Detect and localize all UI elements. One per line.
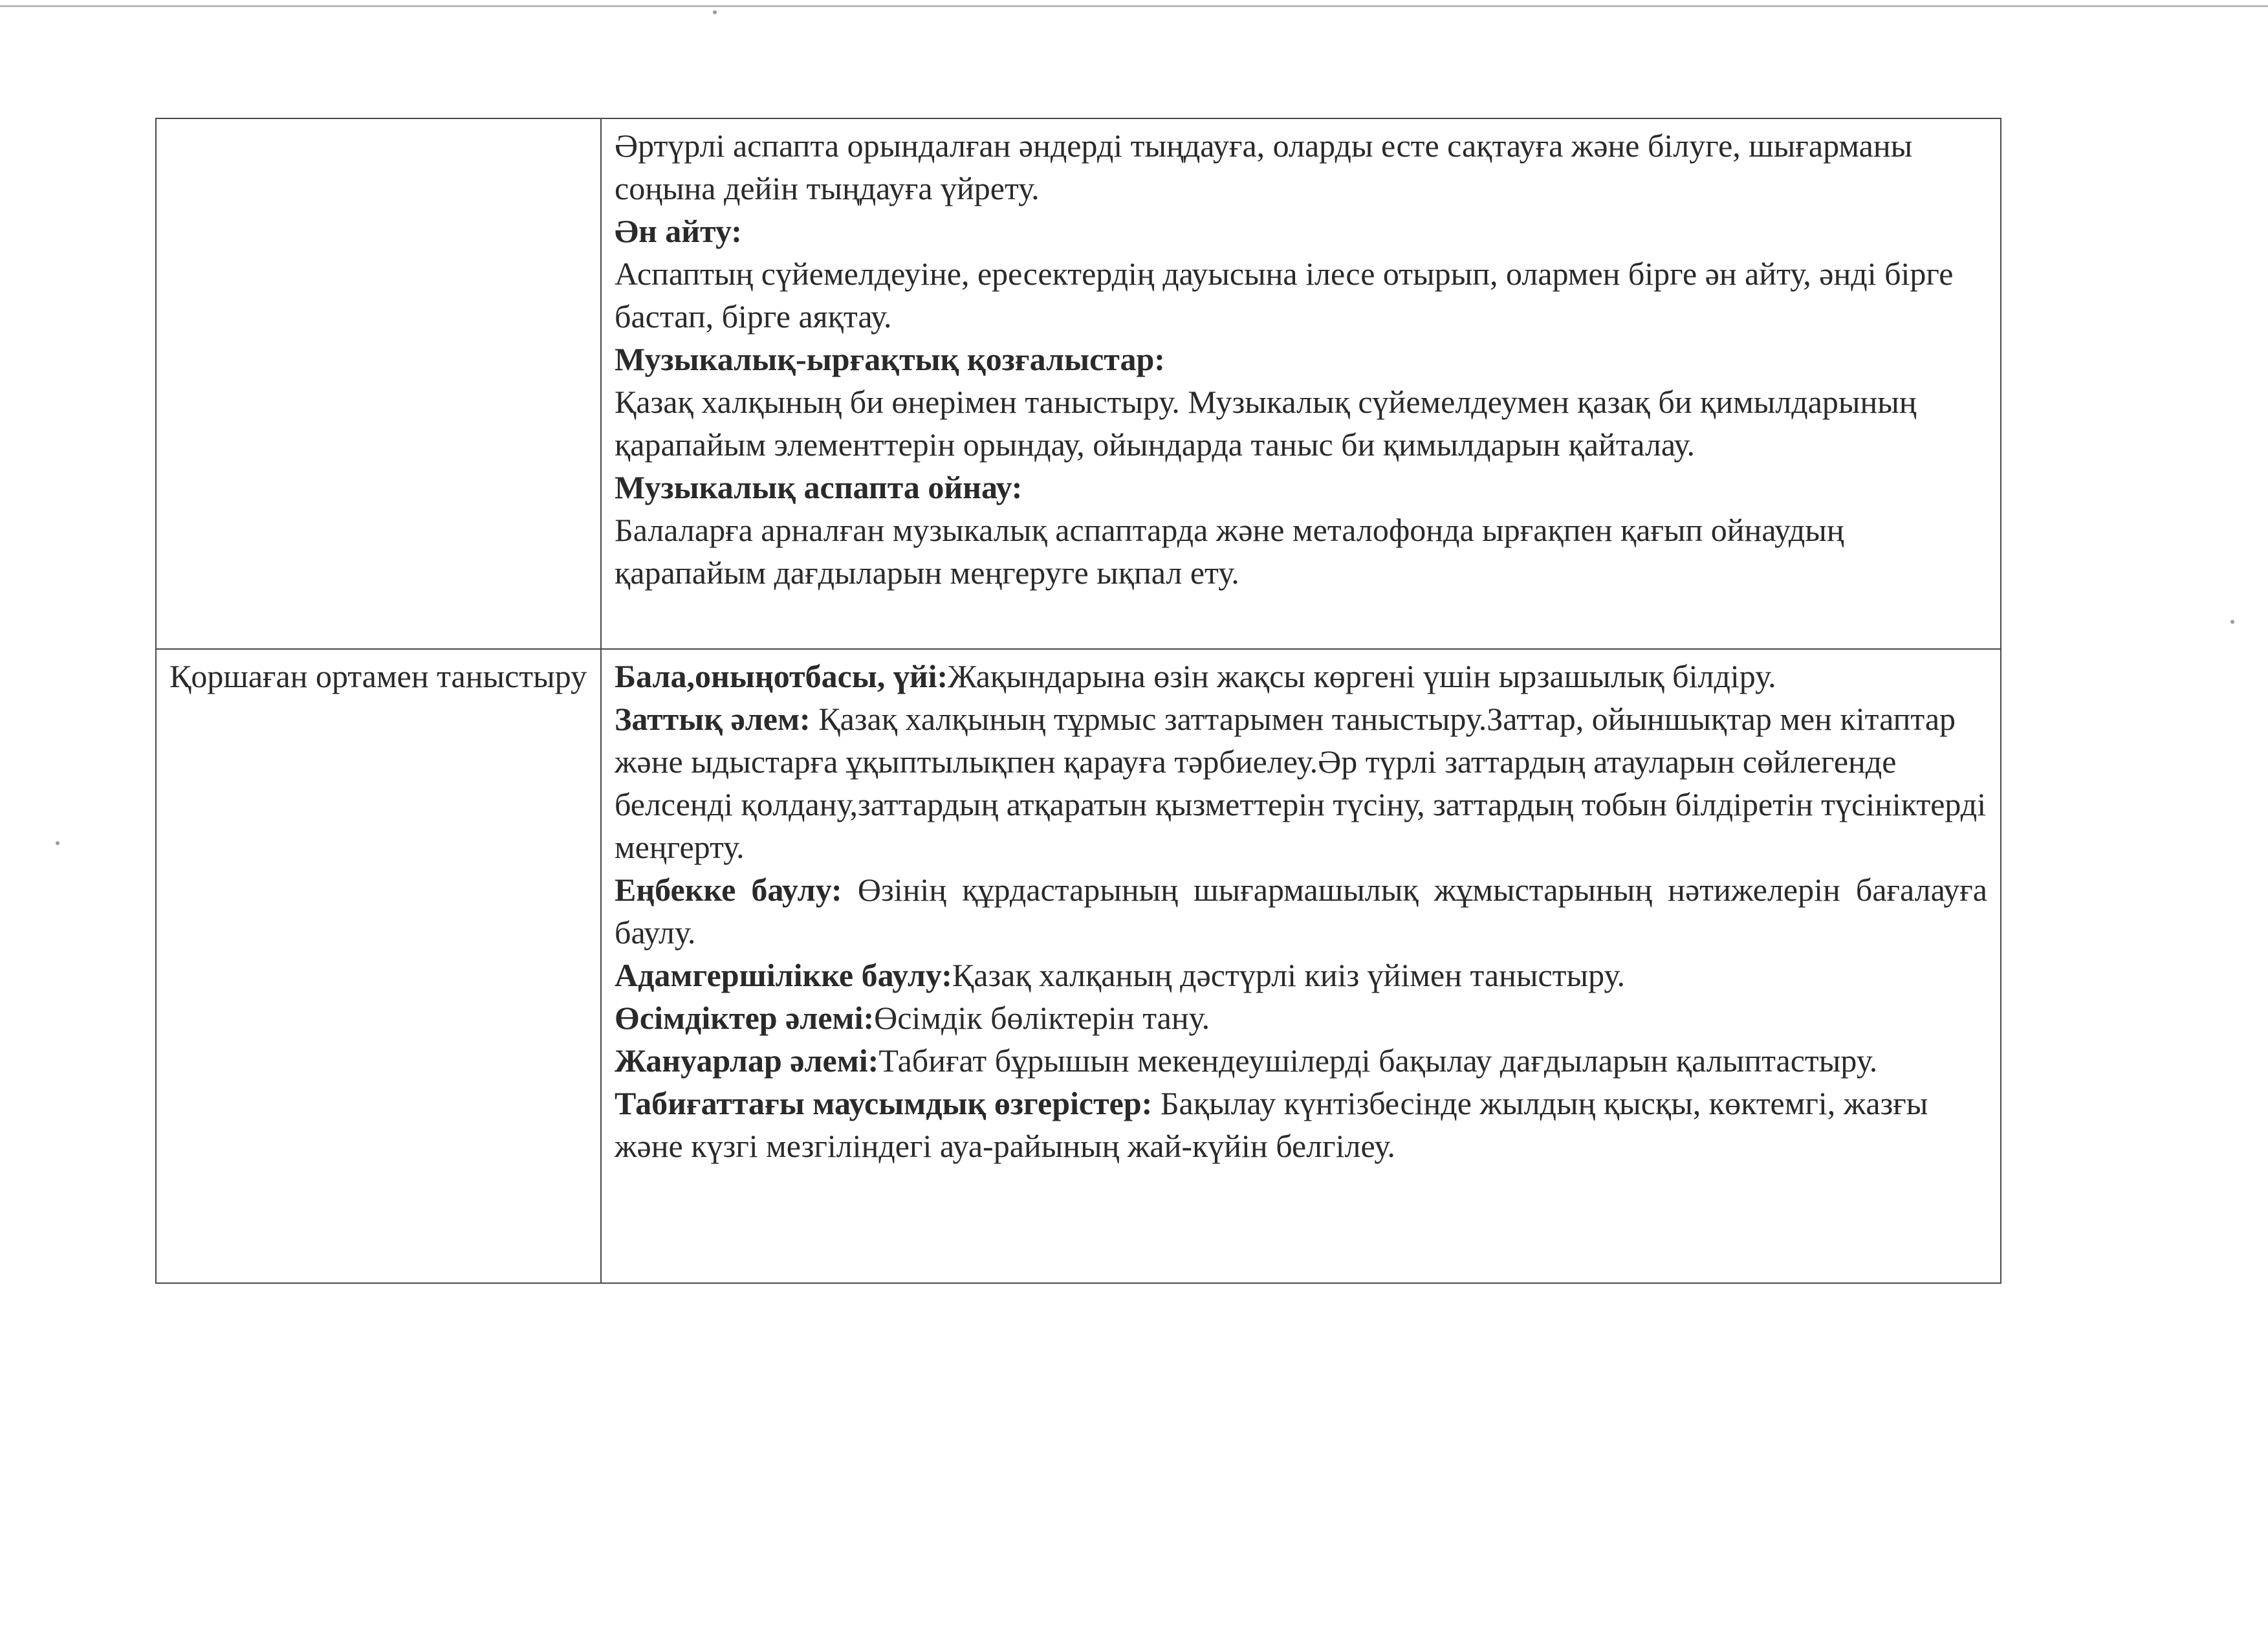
paragraph-heading: Адамгершілікке баулу:: [615, 957, 952, 993]
table-row: [156, 649, 2001, 1283]
paragraph: [615, 338, 1987, 380]
paragraph-text: Өзінің құрдастарының шығармашылық жұмыстарының нәтижелерін бағалауға баулу.: [615, 872, 1987, 951]
paragraph: [615, 1039, 1987, 1082]
table-row: [156, 118, 2001, 649]
paragraph: [615, 868, 1987, 954]
paragraph: [615, 210, 1987, 252]
paragraph: [615, 509, 1987, 594]
paragraph-heading: Ән айту:: [615, 213, 742, 249]
paragraph: [615, 466, 1987, 509]
paragraph-text: Қазақ халқының тұрмыс заттарымен таныстыру.Заттар, ойыншықтар мен кітаптар және ыдыстарға ұқыптылықпен қарауға тәрбиелеу.Әр түрлі заттардың атауларын сөйлегенде белсенді қолдану,заттардың атқаратын қызметтерін түсіну, заттардың тобын білдіретін түсініктерді меңгерту.: [615, 701, 1987, 865]
paragraph-text: Әртүрлі аспапта орындалған әндерді тыңдауға, оларды есте сақтауға және білуге, шығарманы соңына дейін тыңдауға үйрету.: [615, 127, 1913, 206]
paragraph-text: Қазақ халқаның дәстүрлі киіз үйімен таныстыру.: [952, 957, 1625, 993]
scan-speck: [56, 841, 60, 845]
paragraph-heading: Музыкалық-ырғақтық қозғалыстар:: [615, 341, 1165, 377]
paragraph-text: Өсімдік бөліктерін тану.: [874, 1000, 1210, 1036]
paragraph-text: Жақындарына өзін жақсы көргені үшін ырзашылық білдіру.: [948, 658, 1776, 694]
document-table: [155, 118, 2001, 1284]
paragraph-heading: Бала,оныңотбасы, үйі:: [615, 658, 948, 694]
paragraph-text: Табиғат бұрышын мекендеушілерді бақылау дағдыларын қалыптастыру.: [878, 1042, 1878, 1079]
paragraph: [615, 380, 1987, 466]
paragraph: [615, 124, 1987, 210]
paragraph-heading: Музыкалық аспапта ойнау:: [615, 469, 1023, 505]
left-cell: [156, 118, 601, 649]
left-cell: Қоршаған ортамен таныстыру: [156, 649, 601, 1283]
paragraph: [615, 954, 1987, 996]
paragraph: [615, 1082, 1987, 1167]
scan-speck: [713, 10, 717, 14]
paragraph-heading: Өсімдіктер әлемі:: [615, 1000, 875, 1036]
paragraph-heading: Жануарлар әлемі:: [615, 1042, 879, 1079]
paragraph-text: Қазақ халқының би өнерімен таныстыру. Музыкалық сүйемелдеумен қазақ би қимылдарының қарапайым элементтерін орындау, ойындарда таныс би қимылдарын қайталау.: [615, 384, 1917, 463]
paragraph-heading: Еңбекке баулу:: [615, 872, 842, 908]
right-cell: [601, 649, 2001, 1283]
paragraph-text: Аспаптың сүйемелдеуіне, ересектердің дауысына ілесе отырып, олармен бірге ән айту, әнді бірге бастап, бірге аяқтау.: [615, 256, 1954, 335]
paragraph: [615, 252, 1987, 338]
paragraph-heading: Заттық әлем:: [615, 701, 811, 737]
paragraph-text: Бақылау күнтізбесінде жылдың қысқы, көктемгі, жазғы және күзгі мезгіліндегі ауа-райының жай-күйін белгілеу.: [615, 1085, 1928, 1164]
paragraph: [615, 698, 1987, 868]
scan-speck: [2230, 620, 2234, 624]
scan-edge-line: [0, 5, 2268, 7]
paragraph-heading: Табиғаттағы маусымдық өзгерістер:: [615, 1085, 1153, 1121]
paragraph-text: Балаларға арналған музыкалық аспаптарда және металофонда ырғақпен қағып ойнаудың қарапайым дағдыларын меңгеруге ықпал ету.: [615, 512, 1844, 591]
right-cell: [601, 118, 2001, 649]
paragraph: [615, 996, 1987, 1039]
paragraph: [615, 655, 1987, 698]
